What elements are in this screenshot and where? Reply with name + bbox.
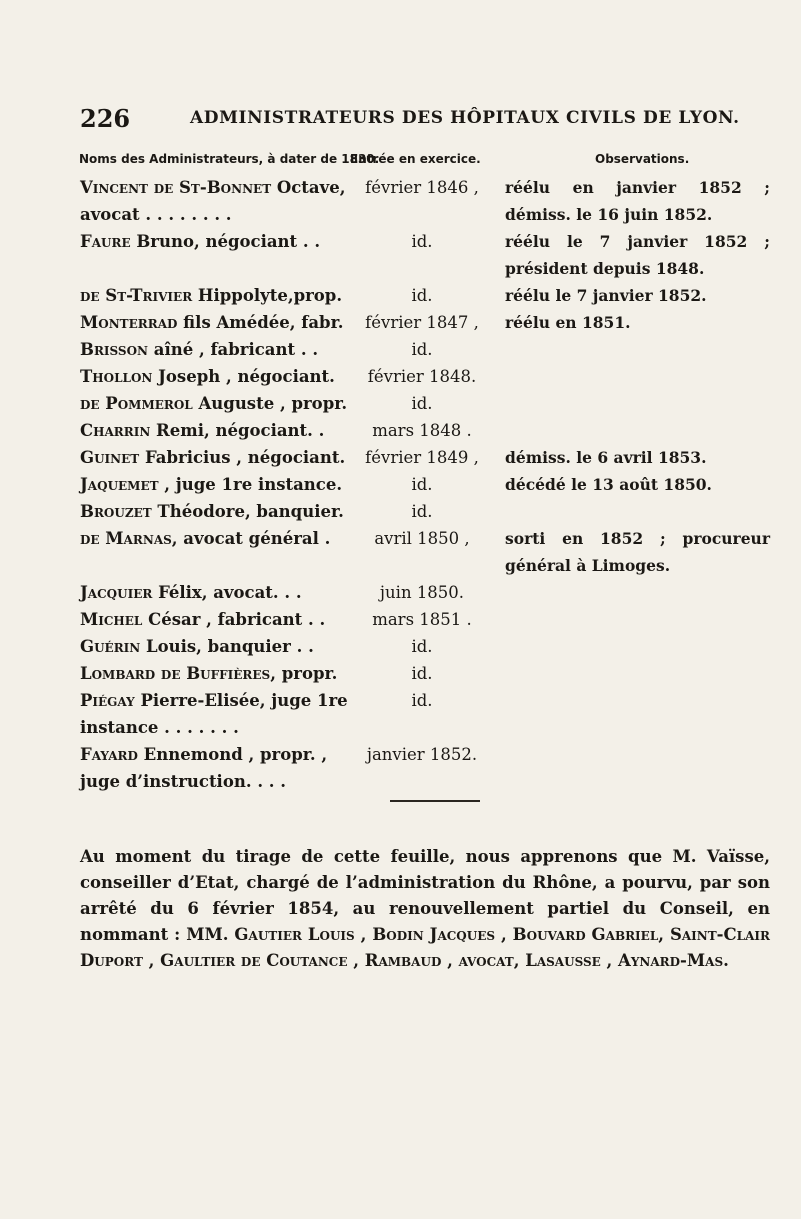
surname: Piégay	[80, 691, 135, 710]
name-details: Joseph , négociant.	[152, 367, 335, 386]
administrator-name	[80, 174, 348, 228]
table-row	[0, 282, 801, 309]
administrator-name	[80, 741, 348, 795]
name-details: Félix, avocat. . .	[152, 583, 302, 602]
surname: Guinet	[80, 448, 140, 467]
name-details: Octave, avocat . . . . . . . .	[80, 178, 346, 224]
administrator-name	[80, 660, 348, 687]
column-header-entry: Entrée en exercice.	[350, 152, 481, 166]
table-row	[0, 633, 801, 660]
table-row	[0, 660, 801, 687]
table-row	[0, 309, 801, 336]
observation: réélu le 7 janvier 1852.	[505, 286, 707, 305]
administrator-name	[80, 606, 348, 633]
entry-date: juin 1850.	[379, 583, 465, 602]
name-details: Ennemond , propr. , juge d’instruction. . . .	[80, 745, 328, 791]
surname: Charrin	[80, 421, 151, 440]
name-details: Hippolyte,prop.	[192, 286, 343, 305]
name-details: Auguste , propr.	[192, 394, 348, 413]
surname: Brisson	[80, 340, 149, 359]
administrator-name	[80, 282, 348, 309]
name-details: Remi, négociant. .	[150, 421, 325, 440]
footnote-paragraph	[80, 844, 770, 974]
name-details: , avocat général .	[171, 529, 331, 548]
table-row	[0, 228, 801, 282]
observation: décédé le 13 août 1850.	[505, 475, 712, 494]
name-details: Louis, banquier . .	[140, 637, 314, 656]
observation: réélu en janvier 1852 ; démiss. le 16 juin 1852.	[505, 178, 770, 224]
observation: réélu en 1851.	[505, 313, 631, 332]
entry-date: février 1849 ,	[365, 448, 479, 467]
table-row	[0, 444, 801, 471]
name-details: César , fabricant . .	[142, 610, 326, 629]
entry-date: id.	[411, 394, 433, 413]
entry-date: id.	[411, 232, 433, 251]
surname: Monterrad	[80, 313, 178, 332]
name-details: aîné , fabricant . .	[148, 340, 319, 359]
administrator-name	[80, 444, 348, 471]
surname: Jaquemet	[80, 475, 159, 494]
table-row	[0, 579, 801, 606]
observation: réélu le 7 janvier 1852 ; président depuis 1848.	[505, 232, 770, 278]
surname: de Pommerol	[80, 394, 193, 413]
name-details: , propr.	[270, 664, 338, 683]
administrator-name	[80, 336, 348, 363]
administrator-name	[80, 417, 348, 444]
name-details: Pierre-Elisée, juge 1re instance . . . . . . .	[80, 691, 348, 737]
administrator-name	[80, 309, 348, 336]
entry-date: février 1847 ,	[365, 313, 479, 332]
note-appointed-names: Gautier Louis , Bodin Jacques , Bouvard Gabriel, Saint-Clair Duport , Gaultier de Coutance , Rambaud , avocat, Lasausse , Aynard-Mas.	[80, 925, 770, 970]
entry-date: février 1846 ,	[365, 178, 479, 197]
name-details: , juge 1re instance.	[158, 475, 343, 494]
entry-date: avril 1850 ,	[374, 529, 470, 548]
surname: Faure	[80, 232, 131, 251]
entry-date: mars 1848 .	[372, 421, 472, 440]
table-row	[0, 471, 801, 498]
entry-date: id.	[411, 286, 433, 305]
entry-date: id.	[411, 691, 433, 710]
table-row	[0, 363, 801, 390]
observation: sorti en 1852 ; procureur général à Limoges.	[505, 529, 770, 575]
column-header-observations: Observations.	[595, 152, 690, 166]
administrator-name	[80, 363, 348, 390]
administrator-name	[80, 228, 348, 255]
table-row	[0, 606, 801, 633]
page-number: 226	[80, 104, 131, 133]
entry-date: id.	[411, 502, 433, 521]
surname: Brouzet	[80, 502, 152, 521]
table-row	[0, 498, 801, 525]
surname: Guérin	[80, 637, 141, 656]
entry-date: id.	[411, 664, 433, 683]
administrator-name	[80, 525, 348, 552]
entry-date: id.	[411, 340, 433, 359]
administrators-table	[0, 174, 801, 795]
surname: de St-Trivier	[80, 286, 193, 305]
administrator-name	[80, 579, 348, 606]
table-row	[0, 417, 801, 444]
separator-rule	[390, 800, 480, 802]
table-row	[0, 174, 801, 228]
administrator-name	[80, 471, 348, 498]
surname: de Marnas	[80, 529, 172, 548]
name-details: fils Amédée, fabr.	[177, 313, 344, 332]
name-details: Bruno, négociant . .	[130, 232, 321, 251]
table-row	[0, 390, 801, 417]
administrator-name	[80, 633, 348, 660]
table-row	[0, 336, 801, 363]
table-row	[0, 741, 801, 795]
table-row	[0, 687, 801, 741]
entry-date: février 1848.	[367, 367, 477, 386]
entry-date: janvier 1852.	[366, 745, 478, 764]
name-details: Théodore, banquier.	[151, 502, 344, 521]
administrator-name	[80, 498, 348, 525]
running-title: ADMINISTRATEURS DES HÔPITAUX CIVILS DE LYON.	[190, 108, 740, 128]
surname: Michel	[80, 610, 143, 629]
surname: Vincent de St-Bonnet	[80, 178, 272, 197]
surname: Fayard	[80, 745, 138, 764]
page-header	[80, 104, 761, 134]
column-header-names: Noms des Administrateurs, à dater de 1830.	[79, 152, 380, 166]
entry-date: id.	[411, 475, 433, 494]
surname: Thollon	[80, 367, 153, 386]
table-row	[0, 525, 801, 579]
administrator-name	[80, 687, 348, 741]
note-text: Au moment du tirage de cette feuille, nous apprenons que M. Vaïsse, conseiller d’Etat, chargé de l’administration du Rhône, a pourvu, par son arrêté du 6 février 1854, au renouvellement partiel du Conseil, en nommant : MM.	[80, 847, 770, 944]
entry-date: mars 1851 .	[372, 610, 472, 629]
surname: Jacquier	[80, 583, 153, 602]
surname: Lombard de Buffières	[80, 664, 271, 683]
observation: démiss. le 6 avril 1853.	[505, 448, 707, 467]
administrator-name	[80, 390, 348, 417]
entry-date: id.	[411, 637, 433, 656]
name-details: Fabricius , négociant.	[139, 448, 346, 467]
